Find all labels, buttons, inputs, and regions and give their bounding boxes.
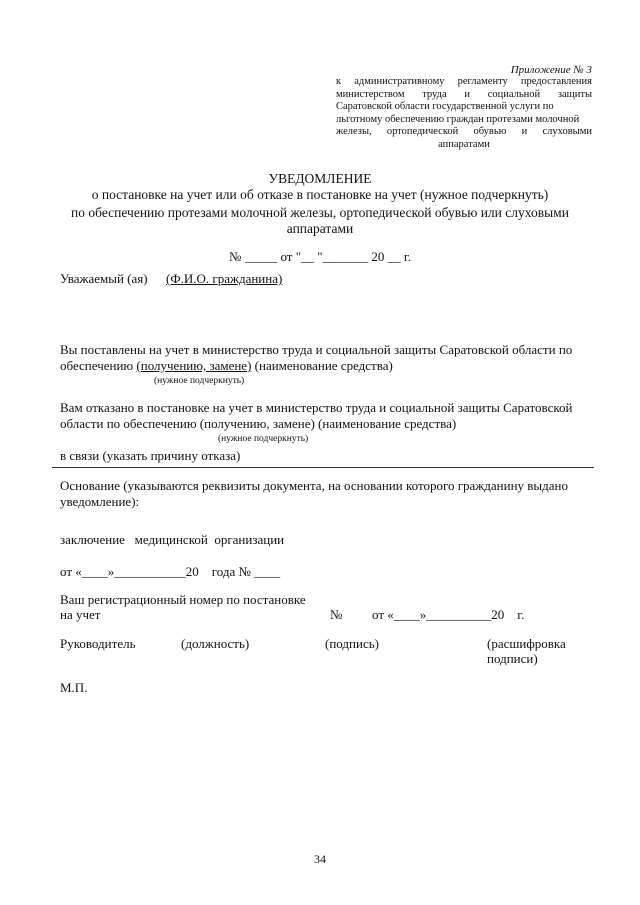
word: к: [336, 76, 342, 87]
greeting-name-placeholder: (Ф.И.О. гражданина): [166, 271, 283, 286]
word: социальной: [487, 88, 541, 100]
word: слуховыми: [542, 126, 592, 138]
conclusion-text: заключение медицинской организации: [60, 532, 285, 547]
greeting-label: Уважаемый (ая): [60, 271, 148, 286]
appendix-text: [336, 76, 592, 152]
refused-line-1: Вам отказано в постановке на учет в министерство труда и социальной защиты Саратовской: [60, 400, 573, 415]
appendix-line: [336, 76, 592, 89]
signature-head-label: Руководитель: [60, 636, 136, 651]
word: и: [521, 126, 528, 138]
registered-underlined-options: (получению, замене): [136, 358, 252, 373]
document-subtitle-line-2: по обеспечению протезами молочной железы, ортопедической обувью или слуховыми: [71, 205, 569, 220]
word: труда: [422, 88, 447, 100]
registered-suffix: (наименование средства): [251, 358, 393, 373]
word: министерством: [336, 88, 405, 100]
registration-line-2: на учет: [60, 607, 101, 622]
basis-line-2: уведомление):: [60, 494, 140, 509]
refused-hint: (нужное подчеркнуть): [218, 434, 309, 444]
word: и: [464, 88, 470, 100]
appendix-line: [336, 89, 592, 102]
appendix-line: [336, 101, 592, 114]
registration-number-label: №: [330, 607, 343, 622]
line-text: льготному обеспечению граждан протезами молочной: [336, 113, 580, 125]
document-subtitle-line-1: о постановке на учет или об отказе в постановке на учет (нужное подчеркнуть): [91, 187, 549, 202]
registered-line-1: Вы поставлены на учет в министерство труда и социальной защиты Саратовской области по: [60, 342, 573, 357]
registered-prefix: обеспечению: [60, 358, 137, 373]
registered-hint: (нужное подчеркнуть): [154, 376, 245, 386]
document-title: УВЕДОМЛЕНИЕ: [268, 171, 372, 186]
word: защиты: [557, 88, 592, 100]
word: ортопедической: [386, 126, 459, 138]
seal-placeholder: М.П.: [60, 680, 88, 695]
line-text: аппаратами: [438, 138, 490, 150]
signature-position-label: (должность): [181, 636, 250, 651]
signature-decoding-label-2: подписи): [487, 651, 538, 666]
refusal-reason: в связи (указать причину отказа): [60, 448, 241, 463]
page-number: 34: [314, 852, 326, 866]
registration-date: от «____»__________20 г.: [372, 607, 525, 622]
refused-line-2: области по обеспечению (получению, замене) (наименование средства): [60, 416, 457, 431]
appendix-title: Приложение № 3: [510, 64, 592, 76]
document-date-line: от «____»___________20 года № ____: [60, 564, 281, 579]
document-subtitle-line-3: аппаратами: [286, 221, 354, 236]
registration-line-1: Ваш регистрационный номер по постановке: [60, 592, 306, 607]
word: регламенту: [457, 76, 508, 87]
line-text: Саратовской области государственной услуги по: [336, 101, 554, 113]
word: железы,: [336, 126, 372, 138]
appendix-line: [336, 114, 592, 127]
basis-line-1: Основание (указываются реквизиты документа, на основании которого гражданину выдано: [60, 478, 569, 493]
registered-line-2: [60, 358, 393, 374]
word: обувью: [473, 126, 507, 138]
appendix-line: [336, 126, 592, 139]
word: административному: [354, 76, 445, 87]
signature-sign-label: (подпись): [325, 636, 379, 651]
signature-decoding-label-1: (расшифровка: [487, 636, 566, 651]
divider-line: [52, 467, 594, 468]
word: предоставления: [520, 76, 592, 87]
document-number-line: № _____ от "__ "_______ 20 __ г.: [229, 249, 411, 264]
appendix-line: [336, 139, 592, 152]
